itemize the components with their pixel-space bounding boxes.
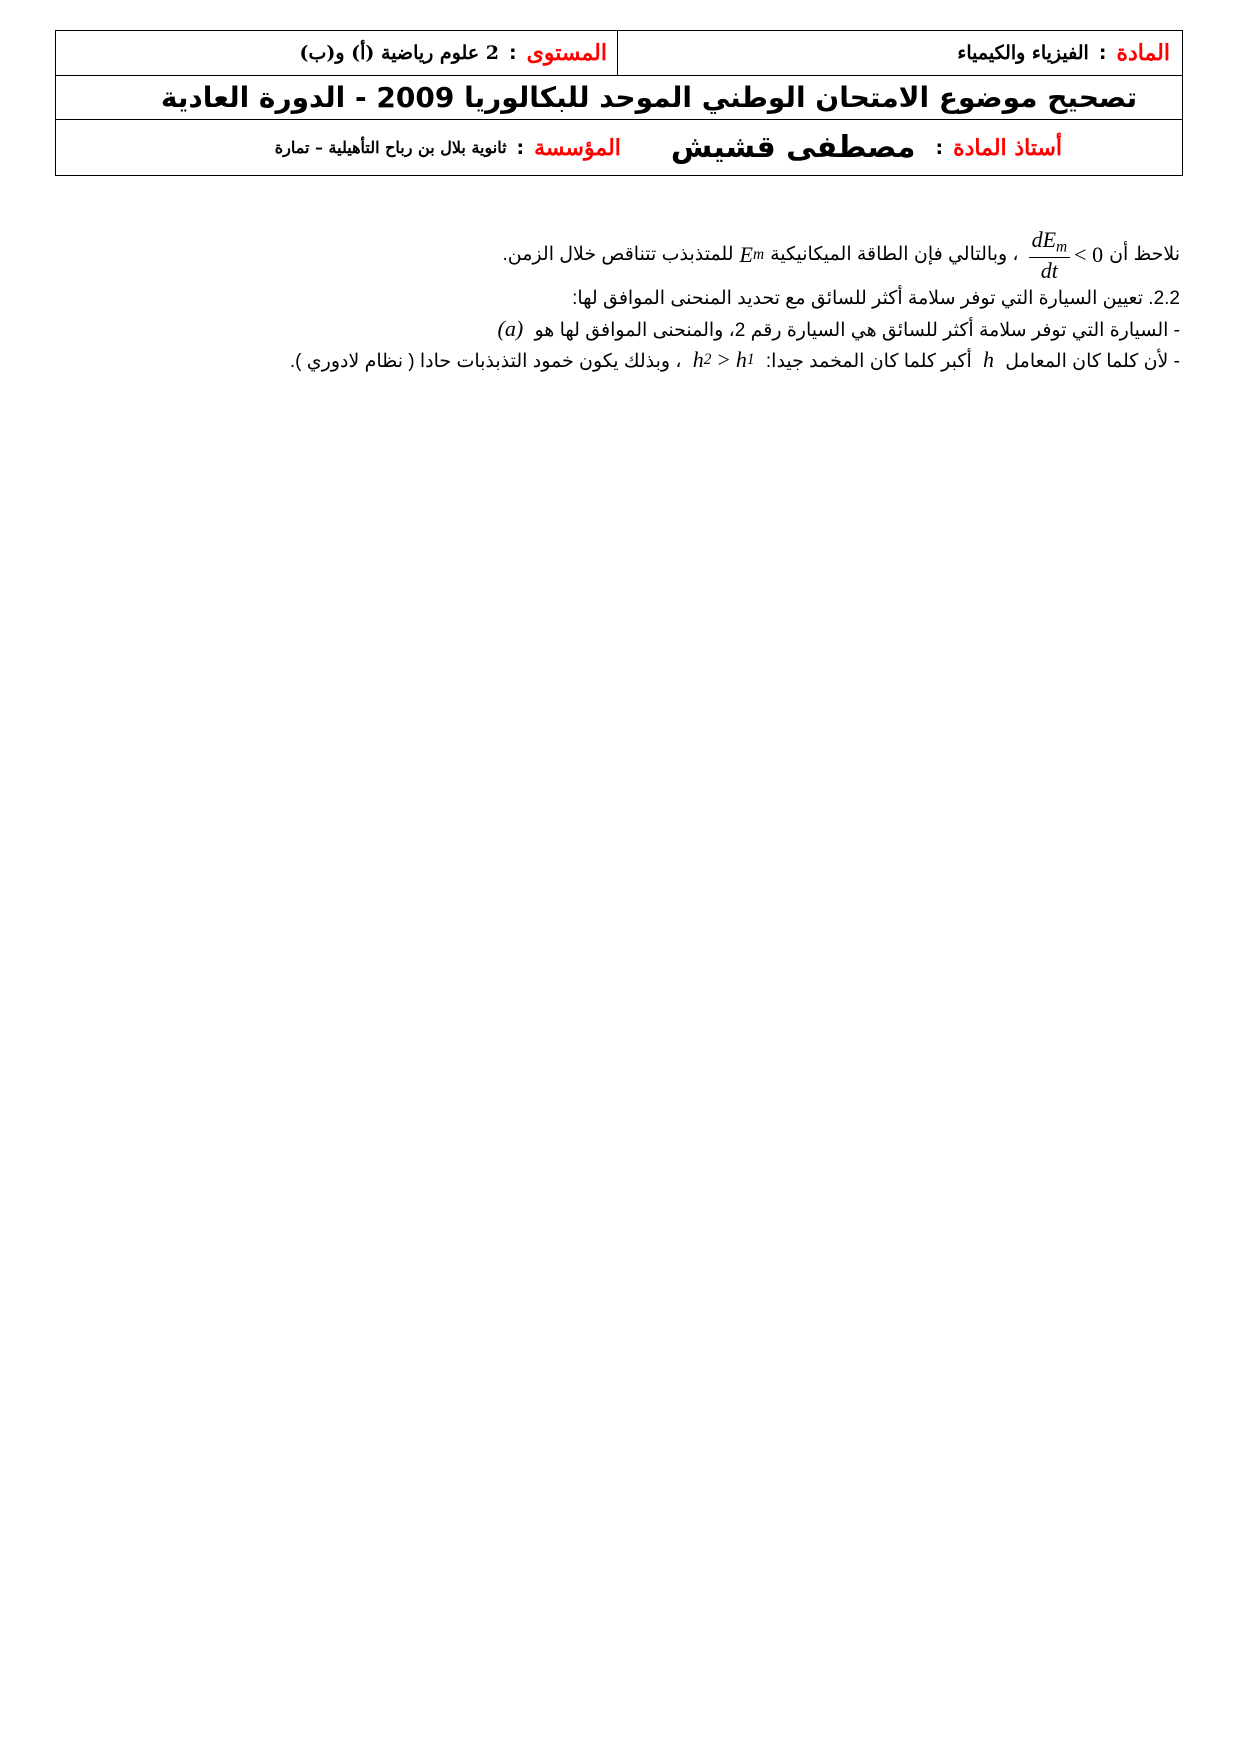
subject-colon: : — [1098, 42, 1107, 64]
header-table — [55, 30, 1183, 176]
numerator-text: dE — [1031, 227, 1057, 253]
h1-sub: 1 — [746, 351, 755, 369]
h2-sub: 2 — [703, 351, 712, 369]
energy-letter: E — [739, 242, 753, 268]
teacher-colon: : — [935, 136, 944, 159]
level-value: 2 علوم رياضية (أ) و(ب) — [299, 42, 499, 64]
header-row-subject-level — [56, 31, 1182, 76]
document-body — [60, 225, 1180, 376]
fraction-numerator — [1029, 227, 1071, 257]
institution-label: المؤسسة — [534, 134, 621, 161]
header-row-title — [56, 76, 1182, 120]
institution-colon: : — [516, 136, 525, 159]
header-row-teacher — [56, 120, 1182, 175]
teacher-name: مصطفى قشيش — [670, 130, 916, 165]
coefficient-h: h — [983, 347, 995, 373]
line4-prefix: - لأن كلما كان المعامل — [1005, 351, 1180, 373]
fraction-denominator: dt — [1040, 257, 1058, 283]
h-comparison — [693, 344, 755, 376]
paragraph-justification — [60, 344, 1180, 376]
level-label: المستوى — [526, 40, 607, 66]
curve-label: (a) — [497, 315, 524, 341]
subject-cell — [617, 31, 1182, 75]
h2-letter: h — [692, 347, 704, 373]
subject-label: المادة — [1116, 40, 1170, 66]
institution-block — [275, 135, 621, 161]
line4-middle: أكبر كلما كان المخمد جيدا: — [765, 351, 972, 373]
line1-suffix: للمتذبذب تتناقص خلال الزمن. — [502, 244, 734, 266]
line4-suffix: ، وبذلك يكون خمود التذبذبات حادا ( نظام لادوري ). — [289, 351, 682, 373]
institution-value: ثانوية بلال بن رباح التأهيلية – تمارة — [274, 138, 507, 157]
numerator-sub: m — [1056, 238, 1068, 256]
paragraph-answer — [60, 313, 1180, 345]
energy-sub: m — [752, 245, 765, 263]
line1-middle: ، وبالتالي فإن الطاقة الميكانيكية — [770, 244, 1019, 266]
teacher-block — [671, 130, 1062, 165]
gt-sign: > — [717, 347, 730, 373]
paragraph-energy — [60, 225, 1180, 285]
energy-symbol — [740, 239, 765, 271]
subject-value: الفيزياء والكيمياء — [957, 42, 1089, 64]
inequality-zero: < 0 — [1074, 242, 1104, 268]
derivative-inequality — [1025, 227, 1104, 283]
page-title: تصحيح موضوع الامتحان الوطني الموحد للبكالوريا 2009 - الدورة العادية — [160, 81, 1138, 114]
teacher-label: أستاذ المادة — [953, 134, 1062, 161]
level-colon: : — [509, 42, 517, 64]
paragraph-question: 2.2. تعيين السيارة التي توفر سلامة أكثر للسائق مع تحديد المنحنى الموافق لها: — [572, 288, 1180, 309]
level-cell — [56, 31, 617, 75]
line1-prefix: نلاحظ أن — [1109, 244, 1180, 266]
h1-letter: h — [735, 347, 747, 373]
line3-text: - السيارة التي توفر سلامة أكثر للسائق هي السيارة رقم 2، والمنحنى الموافق لها هو — [534, 319, 1180, 341]
derivative-fraction — [1029, 227, 1071, 283]
